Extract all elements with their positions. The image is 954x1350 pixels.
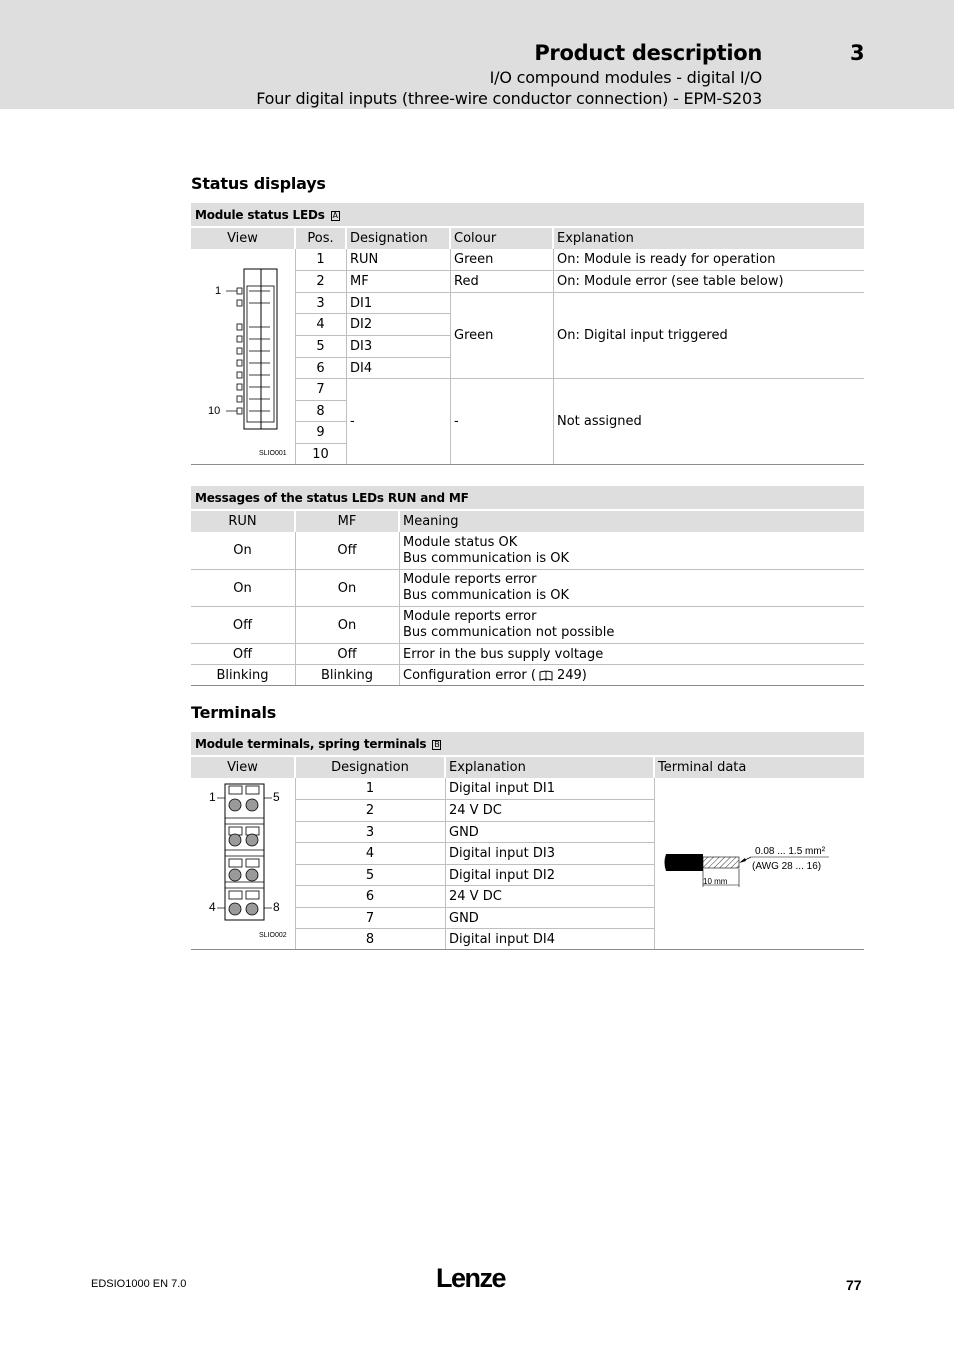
pos-cell: 1 <box>316 252 325 267</box>
meaning-cell <box>400 665 864 685</box>
col-header-explanation: Explanation <box>446 757 653 778</box>
pos-cell: 4 <box>316 317 325 332</box>
meaning-line: Bus communication is OK <box>403 588 570 603</box>
designation-cell: 7 <box>365 910 375 926</box>
meaning-cell <box>400 570 864 606</box>
mf-cell: On <box>337 580 357 596</box>
terminal-label-4: 4 <box>209 900 216 914</box>
figure-reference: SLIO002 <box>259 932 287 939</box>
pos-cell: 6 <box>316 360 325 376</box>
module-status-leds-table <box>191 203 864 465</box>
col-header-colour: Colour <box>451 228 552 249</box>
pos-cell: 8 <box>316 403 325 419</box>
explanation-cell: Digital input DI3 <box>449 846 555 861</box>
col-header-view: View <box>191 228 294 249</box>
table-bottom-rule <box>191 949 864 950</box>
explanation-cell: GND <box>449 910 479 926</box>
pos-cell: 3 <box>316 295 325 311</box>
col-header-designation: Designation <box>347 228 449 249</box>
explanation-cell: On: Module error (see table below) <box>557 274 784 289</box>
led-label-bottom: 10 <box>208 405 221 417</box>
designation-cell: 2 <box>365 803 375 818</box>
run-cell: Off <box>232 617 253 633</box>
meaning-cell <box>400 532 864 569</box>
table-bottom-rule <box>191 685 864 686</box>
led-label-top: 1 <box>215 285 222 297</box>
colour-cell: Green <box>454 252 494 267</box>
led-messages-table <box>191 486 864 686</box>
col-header-meaning: Meaning <box>400 511 864 532</box>
explanation-cell: Digital input DI4 <box>449 931 555 947</box>
run-cell: Blinking <box>216 667 269 683</box>
col-header-mf: MF <box>296 511 398 532</box>
wire-awg: (AWG 28 ... 16) <box>752 861 822 872</box>
table-caption: Messages of the status LEDs RUN and MF <box>191 486 864 509</box>
pos-cell: 2 <box>316 274 325 289</box>
mf-cell: On <box>337 617 357 633</box>
pos-cell: 7 <box>316 382 325 397</box>
module-terminals-table <box>191 732 864 952</box>
explanation-cell: GND <box>449 824 479 840</box>
designation-cell: 8 <box>365 931 375 947</box>
wire-cross-section: 0.08 ... 1.5 mm² <box>755 846 826 857</box>
lenze-logo: Lenze <box>436 1263 506 1293</box>
explanation-cell: Not assigned <box>557 414 642 429</box>
col-header-terminal-data: Terminal data <box>655 757 864 778</box>
colour-cell: - <box>454 414 459 429</box>
designation-cell: - <box>350 414 355 429</box>
caption-text: Module terminals, spring terminals <box>195 737 427 751</box>
pos-cell: 9 <box>316 425 325 440</box>
explanation-cell: On: Module is ready for operation <box>557 252 776 267</box>
terminal-label-5: 5 <box>273 790 280 804</box>
pos-cell: 10 <box>312 446 329 462</box>
meaning-text: Configuration error ( <box>403 667 536 683</box>
led-module-drawing <box>191 249 295 464</box>
designation-cell: DI1 <box>350 295 373 311</box>
col-header-pos: Pos. <box>296 228 345 249</box>
designation-cell: 6 <box>365 889 375 904</box>
page-title: Product description <box>534 41 762 65</box>
designation-cell: MF <box>350 274 369 289</box>
chapter-number: 3 <box>850 41 865 65</box>
designation-cell: DI2 <box>350 317 373 332</box>
meaning-line: Module reports error <box>403 572 537 587</box>
designation-cell: 1 <box>365 781 375 796</box>
page-reference-link[interactable]: 249) <box>556 667 587 683</box>
page-number: 77 <box>846 1277 862 1293</box>
col-header-explanation: Explanation <box>554 228 864 249</box>
explanation-cell: 24 V DC <box>449 803 502 818</box>
caption-marker: B <box>434 739 440 749</box>
meaning-cell <box>400 607 864 643</box>
terminal-label-1: 1 <box>209 790 216 804</box>
designation-cell: RUN <box>350 252 379 267</box>
caption-text: Module status LEDs <box>195 208 325 222</box>
figure-reference: SLIO001 <box>259 450 287 457</box>
mf-cell: Off <box>337 543 357 558</box>
explanation-cell: Digital input DI2 <box>449 867 555 883</box>
strip-length: 10 mm <box>703 877 728 886</box>
table-caption <box>191 203 864 226</box>
pos-cell: 5 <box>316 339 325 354</box>
designation-cell: 4 <box>365 846 375 861</box>
col-header-run: RUN <box>191 511 294 532</box>
designation-cell: 3 <box>365 824 375 840</box>
explanation-cell: On: Digital input triggered <box>557 328 728 343</box>
terminal-label-8: 8 <box>273 900 280 914</box>
explanation-cell: 24 V DC <box>449 889 502 904</box>
explanation-cell: Digital input DI1 <box>449 781 555 796</box>
caption-marker: A <box>332 210 338 220</box>
run-cell: Off <box>232 646 253 662</box>
divider <box>654 778 655 949</box>
colour-cell: Red <box>454 274 479 289</box>
status-displays-heading: Status displays <box>191 174 326 193</box>
table-bottom-rule <box>191 464 864 465</box>
run-cell: On <box>233 580 252 596</box>
terminals-heading: Terminals <box>191 703 277 722</box>
colour-cell: Green <box>454 328 494 343</box>
table-caption <box>191 732 864 755</box>
page-subtitle-2: Four digital inputs (three-wire conductor connection) - EPM-S203 <box>256 89 762 108</box>
col-header-designation: Designation <box>296 757 444 778</box>
meaning-line: Module reports error <box>403 609 537 624</box>
page-header <box>0 0 954 109</box>
designation-cell: DI3 <box>350 339 373 354</box>
meaning-line: Bus communication is OK <box>403 550 570 566</box>
designation-cell: DI4 <box>350 360 373 376</box>
document-code: EDSIO1000 EN 7.0 <box>91 1278 187 1290</box>
run-cell: On <box>233 543 252 558</box>
mf-cell: Off <box>337 646 357 662</box>
book-icon <box>539 670 553 681</box>
meaning-line: Bus communication not possible <box>403 625 615 640</box>
meaning-line: Module status OK <box>403 534 518 550</box>
col-header-view: View <box>191 757 294 778</box>
page-subtitle-1: I/O compound modules - digital I/O <box>489 68 762 87</box>
designation-cell: 5 <box>365 867 375 883</box>
mf-cell: Blinking <box>320 667 373 683</box>
meaning-cell: Error in the bus supply voltage <box>403 646 604 662</box>
